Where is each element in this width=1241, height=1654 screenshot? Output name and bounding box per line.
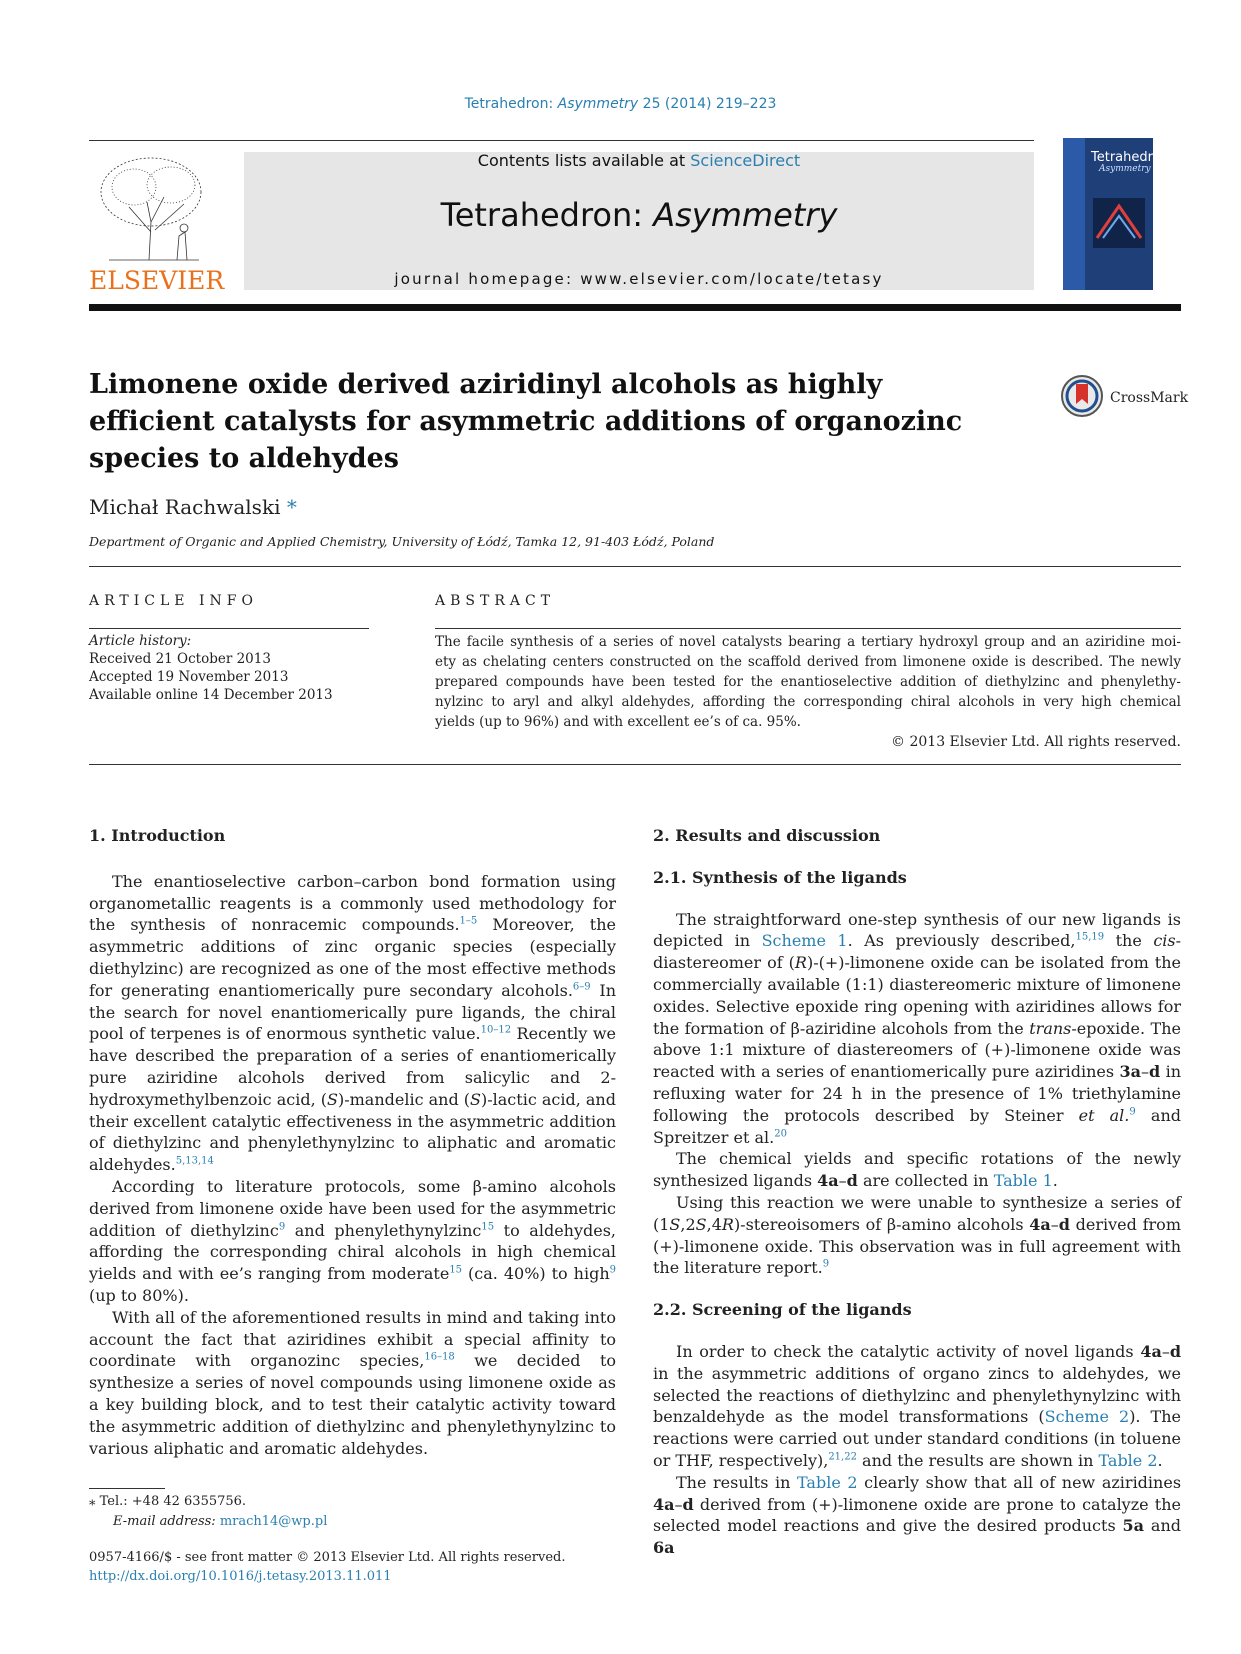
journal-title: Tetrahedron: Asymmetry <box>440 196 838 234</box>
body-paragraph: The straightforward one-step synthesis of our new ligands is depicted in Scheme 1. As previously described,$^{15,19}$ the cis-diastereomer of (R)-(+)-limonene oxide can be isolated from the commercially available (1:1) diastereomeric mixture of limonene oxides. Selective epoxide ring opening with aziridines allows for the formation of β-aziridine alcohols from the trans-epoxide. The above 1:1 mixture of diastereomers of (+)-limonene oxide was reacted with a series of enantiomerically pure aziridines 3a–d in refluxing water for 24 h in the presence of 1% triethylamine following the protocols described by Steiner et al.$^9$ and Spreitzer et al.$^{20}$ <box>653 909 1182 1147</box>
tree-icon <box>89 152 219 262</box>
table-1-link[interactable]: Table 1 <box>993 1171 1053 1191</box>
journal-homepage[interactable]: journal homepage: www.elsevier.com/locate/tetasy <box>394 270 884 288</box>
sciencedirect-link[interactable]: ScienceDirect <box>690 151 801 170</box>
info-rule-top <box>89 566 1181 567</box>
abstract-line: The facile synthesis of a series of novel catalysts bearing a tertiary hydroxyl group and an aziridine moi- <box>435 634 1181 650</box>
footnote-tel: ⁎ Tel.: +48 42 6355756. <box>89 1494 247 1509</box>
email-link[interactable]: mrach14@wp.pl <box>219 1514 328 1529</box>
body-column-right <box>653 825 1181 1559</box>
author-affiliation: Department of Organic and Applied Chemistry, University of Łódź, Tamka 12, 91-403 Łódź, Poland <box>89 534 715 549</box>
info-rule-bottom <box>89 764 1181 765</box>
contents-line: Contents lists available at ScienceDirect <box>477 151 801 170</box>
crossmark-icon <box>1060 374 1104 418</box>
history-accepted: Accepted 19 November 2013 <box>89 669 289 685</box>
section-heading: 1. Introduction <box>89 826 226 845</box>
section-heading: 2. Results and discussion <box>653 826 881 845</box>
body-paragraph: Using this reaction we were unable to synthesize a series of (1S,2S,4R)-stereoisomers of β-amino alcohols 4a–d derived from (+)-limonene oxide. This observation was in full agreement with the literature report.$^9$ <box>653 1192 1181 1278</box>
author-footnote-mark[interactable]: * <box>286 495 297 519</box>
body-paragraph: The enantioselective carbon–carbon bond formation using organometallic reagents is a commonly used methodology for the synthesis of nonracemic compounds.$^{1-5}$ Moreover, the asymmetric additions of zinc organic species (especially diethylzinc) are recognized as one of the most effective methods for generating enantiomerically pure secondary alcohols.$^{6-9}$ In the search for novel enantiomerically pure ligands, the chiral pool of terpenes is of enormous synthetic value.$^{10-12}$ Recently we have described the preparation of a series of enantiomerically pure aziridine alcohols derived from salicylic and 2-hydroxymethylbenzoic acid, (S)-mandelic and (S)-lactic acid, and their excellent catalytic effectiveness in the asymmetric addition of diethylzinc and phenylethynylzinc to aliphatic and aromatic aldehydes.$^{5,13,14}$ <box>89 871 617 1175</box>
cover-spine <box>1063 138 1085 290</box>
article-info-heading: ARTICLE INFO <box>89 593 258 609</box>
article-history <box>89 632 333 704</box>
crossmark-badge[interactable] <box>1060 374 1189 420</box>
journal-citation[interactable]: Tetrahedron: Asymmetry 25 (2014) 219–223 <box>464 96 777 112</box>
elsevier-wordmark: ELSEVIER <box>89 266 225 295</box>
abstract-text <box>435 632 1181 732</box>
abstract-line: yields (up to 96%) and with excellent ee’s of ca. 95%. <box>435 714 801 730</box>
abstract-heading: ABSTRACT <box>435 593 556 609</box>
abstract-copyright: © 2013 Elsevier Ltd. All rights reserved. <box>891 734 1181 750</box>
footnote-email-line: E-mail address: mrach14@wp.pl <box>113 1514 328 1529</box>
body-paragraph: With all of the aforementioned results in mind and taking into account the fact that aziridines exhibit a special affinity to coordinate with organozinc species,$^{16-18}$ we decided to synthesize a series of novel compounds using limonene oxide as a key building block, and to test their catalytic activity toward the asymmetric addition of diethylzinc and phenylethynylzinc to various aliphatic and aromatic aldehydes. <box>89 1307 617 1458</box>
body-paragraph: The chemical yields and specific rotations of the newly synthesized ligands 4a–d are collected in Table 1. <box>653 1149 1181 1191</box>
footnote-rule <box>89 1488 165 1489</box>
author-name: Michał Rachwalski * <box>89 495 297 519</box>
abstract-rule <box>435 628 1181 629</box>
cover-subtitle: Asymmetry <box>1099 164 1151 174</box>
journal-cover-image[interactable] <box>1063 138 1174 290</box>
article-title: Limonene oxide derived aziridinyl alcohols as highly efficient catalysts for asymmetric additions of organozinc species to aldehydes <box>89 369 963 474</box>
body-paragraph: According to literature protocols, some β-amino alcohols derived from limonene oxide have been used for the asymmetric addition of diethylzinc$^9$ and phenylethynylzinc$^{15}$ to aldehydes, affording the corresponding chiral alcohols in high chemical yields and with ee’s ranging from moderate$^{15}$ (ca. 40%) to high$^9$ (up to 80%). <box>89 1176 617 1305</box>
cover-title: Tetrahedron: <box>1091 150 1174 165</box>
article-info-rule <box>89 628 369 629</box>
author-footnote <box>89 1492 327 1532</box>
subsection-heading: 2.1. Synthesis of the ligands <box>653 867 907 887</box>
cover-art-icon <box>1093 198 1145 248</box>
body-paragraph: The results in Table 2 clearly show that all of new aziridines 4a–d derived from (+)-limonene oxide are prone to catalyze the selected model reactions and give the desired products 5a and 6a <box>653 1472 1182 1558</box>
table-2-link[interactable]: Table 2 <box>1098 1450 1158 1470</box>
abstract-line: nylzinc to aryl and alkyl aldehydes, affording the corresponding chiral alcohols in very high chemical <box>435 694 1181 710</box>
scheme-1-link[interactable]: Scheme 1 <box>761 931 848 951</box>
subsection-heading: 2.2. Screening of the ligands <box>653 1300 912 1320</box>
header-thick-rule <box>89 304 1181 311</box>
history-label: Article history: <box>89 633 192 649</box>
abstract-line: prepared compounds have been tested for the enantioselective addition of diethylzinc and phenylethy- <box>435 674 1181 690</box>
body-paragraph: In order to check the catalytic activity of novel ligands 4a–d in the asymmetric additions of organo zincs to aldehydes, we selected the reactions of diethylzinc and phenylethynylzinc with benzaldehyde as the model transformations (Scheme 2). The reactions were carried out under standard conditions (in toluene or THF, respectively),$^{21,22}$ and the results are shown in Table 2. <box>653 1341 1181 1470</box>
history-online: Available online 14 December 2013 <box>89 687 333 703</box>
scheme-2-link[interactable]: Scheme 2 <box>1044 1407 1130 1427</box>
front-matter <box>89 1548 565 1586</box>
header-rule <box>89 140 1034 141</box>
journal-banner <box>244 152 1034 290</box>
crossmark-label: CrossMark <box>1110 390 1189 406</box>
table-2-link[interactable]: Table 2 <box>797 1472 858 1492</box>
history-received: Received 21 October 2013 <box>89 651 271 667</box>
abstract-line: ety as chelating centers constructed on the scaffold derived from limonene oxide is described. The newly <box>435 654 1181 670</box>
body-column-left <box>89 825 616 1459</box>
front-matter-text: 0957-4166/$ - see front matter © 2013 Elsevier Ltd. All rights reserved. <box>89 1550 566 1565</box>
doi-link[interactable]: http://dx.doi.org/10.1016/j.tetasy.2013.11.011 <box>89 1569 392 1584</box>
